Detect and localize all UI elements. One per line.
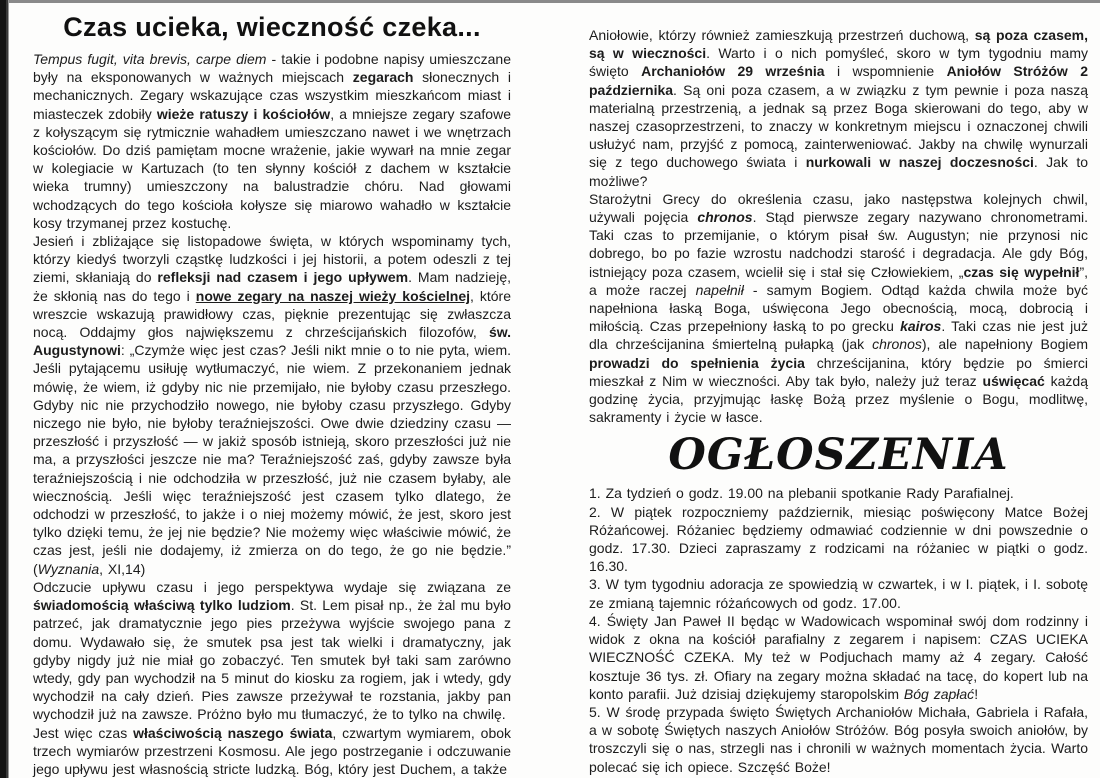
left-column bbox=[33, 10, 511, 778]
text-run: chronos bbox=[697, 209, 753, 226]
text-run: nurkowali w naszej doczesności bbox=[805, 154, 1034, 171]
text-run: . Warto i o nich pomyśleć, skoro w tym tygodniu mamy święto bbox=[589, 45, 1088, 80]
text-run: 3. W tym tygodniu adoracja ze spowiedzią w czwartek, i w I. piątek, i I. sobotę ze zmianą tajemnic różańcowych od godz. 17.00. bbox=[589, 576, 1088, 611]
paragraph bbox=[589, 190, 1088, 427]
text-run: , a mniejsze zegary szafowe z kołyszącym się rytmicznie wahadłem umieszczano nawet i we wnętrzach kościołów. Do dziś pamiętam mocne wrażenie, jakie wywarł na mnie zegar w kolegiacie w Kartuzach (to ten słynny kościół z dachem w kształcie wieka trumny) umieszczony na balustradzie chóru. Nad głowami wchodzących do tego kościoła kołysze się miarowo wahadło w kształcie kosy trzymanej przez kostuchę. bbox=[33, 105, 511, 231]
text-run: , XI,14) bbox=[99, 560, 146, 577]
text-run: chrześcijanina, który będzie po śmierci mieszkał z Nim w wieczności. Aby tak było, należy już teraz bbox=[589, 354, 1088, 389]
announcements-heading: OGŁOSZENIA bbox=[668, 430, 1009, 481]
text-run: zegarach bbox=[352, 69, 414, 86]
text-run: 5. W środę przypada święto Świętych Archaniołów Michała, Gabriela i Rafała, a w sobotę Świętych naszych Aniołów Stróżów. Bóg posyła swoich aniołów, by troszczyli się o nas, strzegli nas i chronili w ważnych momentach życia. Warto polecać się ich opiece. Szczęść Boże! bbox=[589, 703, 1088, 775]
text-run: uświęcać bbox=[982, 372, 1045, 389]
text-run: Aniołowie, którzy również zamieszkują przestrzeń duchową, bbox=[589, 27, 975, 43]
text-run: Bóg zapłać bbox=[903, 685, 975, 702]
text-run: są poza czasem, są w wieczności bbox=[589, 27, 1088, 62]
text-run: świadomością właściwą tylko ludziom bbox=[33, 597, 291, 614]
text-run: i wspomnienie bbox=[824, 63, 947, 80]
text-run: : „Czymże więc jest czas? Jeśli nikt mnie o to nie pyta, wiem. Jeśli pytającemu usiłuję wytłumaczyć, nie wiem. Z przekonaniem jednak mówię, że wiem, iż gdyby nic nie przemijało, nie byłoby czasu przeszłego. Gdyby nic nie przychodziło nowego, nie byłoby czasu przyszłego. Gdyby niczego nie było, nie byłoby teraźniejszości. Owe dwie dziedziny czasu — przeszłość i przyszłość — w jakiż sposób istnieją, skoro przeszłości już nie ma, a przyszłości jeszcze nie ma? Teraźniejszość zaś, gdyby zawsze była teraźniejszością i nie odchodziła w przeszłość, już nie czasem byłaby, ale wiecznością. Jeśli więc teraźniejszość jest czasem tylko dlatego, że odchodzi w przeszłość, to jakże i o niej możemy mówić, że jest, skoro jest tylko dzięki temu, że jej nie będzie? Nie możemy więc właściwie mówić, że czas jest, jeśli nie dodajemy, iż zmierza on do tego, że go nie będzie.” ( bbox=[33, 342, 511, 577]
text-run: , które wreszcie wskazują prawidłowy czas, pięknie prezentując się zwłaszcza nocą. Oddajmy głos największemu z chrześcijańskich filozofów, bbox=[33, 287, 511, 341]
paragraph bbox=[589, 26, 1088, 190]
text-run: , czwartym wymiarem, obok trzech wymiarów przestrzeni Kosmosu. Ale jego postrzeganie i odczuwanie jego upływu jest własnością stricte ludzką. Bóg, który jest Duchem, a także bbox=[33, 724, 512, 777]
text-run: . Taki czas nie jest już dla chrześcijanina śmiertelną pułapką (jak bbox=[589, 318, 1088, 353]
text-run: 4. Święty Jan Paweł II będąc w Wadowicach wspominał swój dom rodzinny i widok z okna na kościół parafialny z zegarem i napisem: CZAS UCIEKA WIECZNOŚĆ CZEKA. My też w Podjuchach mamy aż 4 zegary. Całość kosztuje 36 tys. zł. Ofiary na zegary można składać na tacę, do kopert lub na konto parafii. Już dzisiaj dziękujemy staropolskim bbox=[589, 612, 1088, 702]
text-run: kairos bbox=[900, 318, 942, 335]
text-run: . Jak to możliwe? bbox=[589, 154, 1089, 189]
text-run: Tempus fugit, vita brevis, carpe diem bbox=[33, 51, 267, 67]
text-run: Jest więc czas bbox=[33, 724, 134, 741]
text-run: napełnił bbox=[695, 281, 744, 298]
announcements-list bbox=[589, 484, 1088, 775]
paragraph bbox=[589, 575, 1088, 611]
paragraph bbox=[33, 578, 511, 724]
paragraph bbox=[33, 50, 511, 232]
scan-edge-top-artifact bbox=[0, 0, 1100, 3]
text-run: ”, a może raczej bbox=[589, 263, 1088, 298]
paragraph bbox=[589, 484, 1088, 502]
paragraph bbox=[33, 724, 511, 778]
text-run: nowe zegary na naszej wieży kościelnej bbox=[195, 287, 470, 304]
article-title: Czas ucieka, wieczność czeka... bbox=[63, 12, 481, 42]
text-run: - samym Bogiem. Odtąd każda chwila może być napełniona łaską Boga, uświęcona Jego obecnością, mocą, dobrocią i miłością. Czas przepełniony łaską to po grecku bbox=[589, 281, 1088, 335]
text-run: . Są oni poza czasem, a w związku z tym pewnie i poza naszą materialną przestrzenią, a jednak są przez Boga skierowani do tego, aby w naszej czasoprzestrzeni, to znaczy w konkretnym miejscu i oznaczonej chwili usłużyć nam, przyjść z pomocą, zainterweniować. Jakby na chwilę wynurzali się z tego duchowego świata i bbox=[589, 81, 1088, 171]
text-run: . St. Lem pisał np., że żal mu było patrzeć, jak dramatycznie jego pies przeżywa wyjście swojego pana z domu. Wydawało się, że smutek psa jest tak wielki i dramatyczny, jak gdyby nigdy już nie miał go zobaczyć. Ten smutek był taki sam zarówno wtedy, gdy pan wychodził na 5 minut do kiosku za rogiem, jak i wtedy, gdy wychodził na cały dzień. Pies zawsze przeżywał te rozstania, jakby pan wychodził już na zawsze. Próżno było mu tłumaczyć, że to tylko na chwilę. bbox=[33, 597, 511, 723]
article-body-right bbox=[589, 26, 1088, 426]
text-run: Archaniołów 29 września bbox=[641, 63, 825, 80]
text-run: chronos bbox=[872, 336, 922, 353]
text-run: Odczucie upływu czasu i jego perspektywa wydaje się związana ze bbox=[33, 578, 511, 595]
text-run: każdą godzinę życia, przyjmując łaskę Bożą przez myślenie o Bogu, modlitwę, sakramenty i życie w łasce. bbox=[589, 372, 1088, 426]
text-run: Aniołów Stróżów 2 października bbox=[589, 63, 1088, 98]
text-run: ! bbox=[974, 685, 979, 702]
text-run: . Mam nadzieję, że skłonią nas do tego i bbox=[33, 269, 511, 304]
text-run: św. Augustynowi bbox=[33, 324, 511, 359]
paragraph bbox=[589, 703, 1088, 776]
text-run: ), ale napełniony Bogiem bbox=[921, 336, 1088, 353]
text-run: czas się wypełnił bbox=[963, 263, 1080, 280]
paragraph bbox=[589, 503, 1088, 576]
text-run: - takie i podobne napisy umieszczane były na eksponowanych w ważnych miejscach bbox=[33, 51, 511, 86]
text-run: 1. Za tydzień o godz. 19.00 na plebanii spotkanie Rady Parafialnej. bbox=[589, 485, 1014, 502]
right-column bbox=[589, 26, 1088, 776]
paragraph bbox=[589, 612, 1088, 703]
text-run: . Stąd pierwsze zegary nazywano chronometrami. Taki czas to przemijanie, o którym pisał św. Augustyn; nie przynosi nic dobrego, bo po fazie wzrostu nadchodzi starość i degradacja. Ale gdy Bóg, istniejący poza czasem, wcielił się i stał się Człowiekiem, „ bbox=[589, 209, 1088, 280]
text-run: prowadzi do spełnienia życia bbox=[589, 354, 805, 371]
text-run: refleksji nad czasem i jego upływem bbox=[157, 269, 409, 286]
paragraph bbox=[33, 232, 511, 578]
text-run: Wyznania bbox=[37, 560, 100, 577]
text-run: Starożytni Grecy do określenia czasu, jako następstwa kolejnych chwil, używali pojęcia bbox=[589, 190, 1088, 226]
scan-edge-left-artifact bbox=[0, 0, 9, 778]
text-run: 2. W piątek rozpoczniemy październik, miesiąc poświęcony Matce Bożej Różańcowej. Różaniec będziemy odmawiać codziennie w dni powszednie o godz. 17.30. Dzieci zapraszamy z rodzicami na różaniec w piątki o godz. 16.30. bbox=[589, 503, 1088, 575]
article-body-left bbox=[33, 50, 511, 778]
text-run: wieże ratuszy i kościołów bbox=[156, 105, 331, 122]
text-run: Jesień i zbliżające się listopadowe święta, w których wspominamy tych, którzy kiedyś tworzyli cząstkę ludzkości i jej historii, a potem odeszli z tej ziemi, skłaniają do bbox=[33, 233, 511, 286]
text-run: właściwością naszego świata bbox=[133, 724, 333, 741]
text-run: słonecznych i mechanicznych. Zegary wskazujące czas wszystkim mieszkańcom miast i miasteczek zdobiły bbox=[33, 69, 511, 122]
